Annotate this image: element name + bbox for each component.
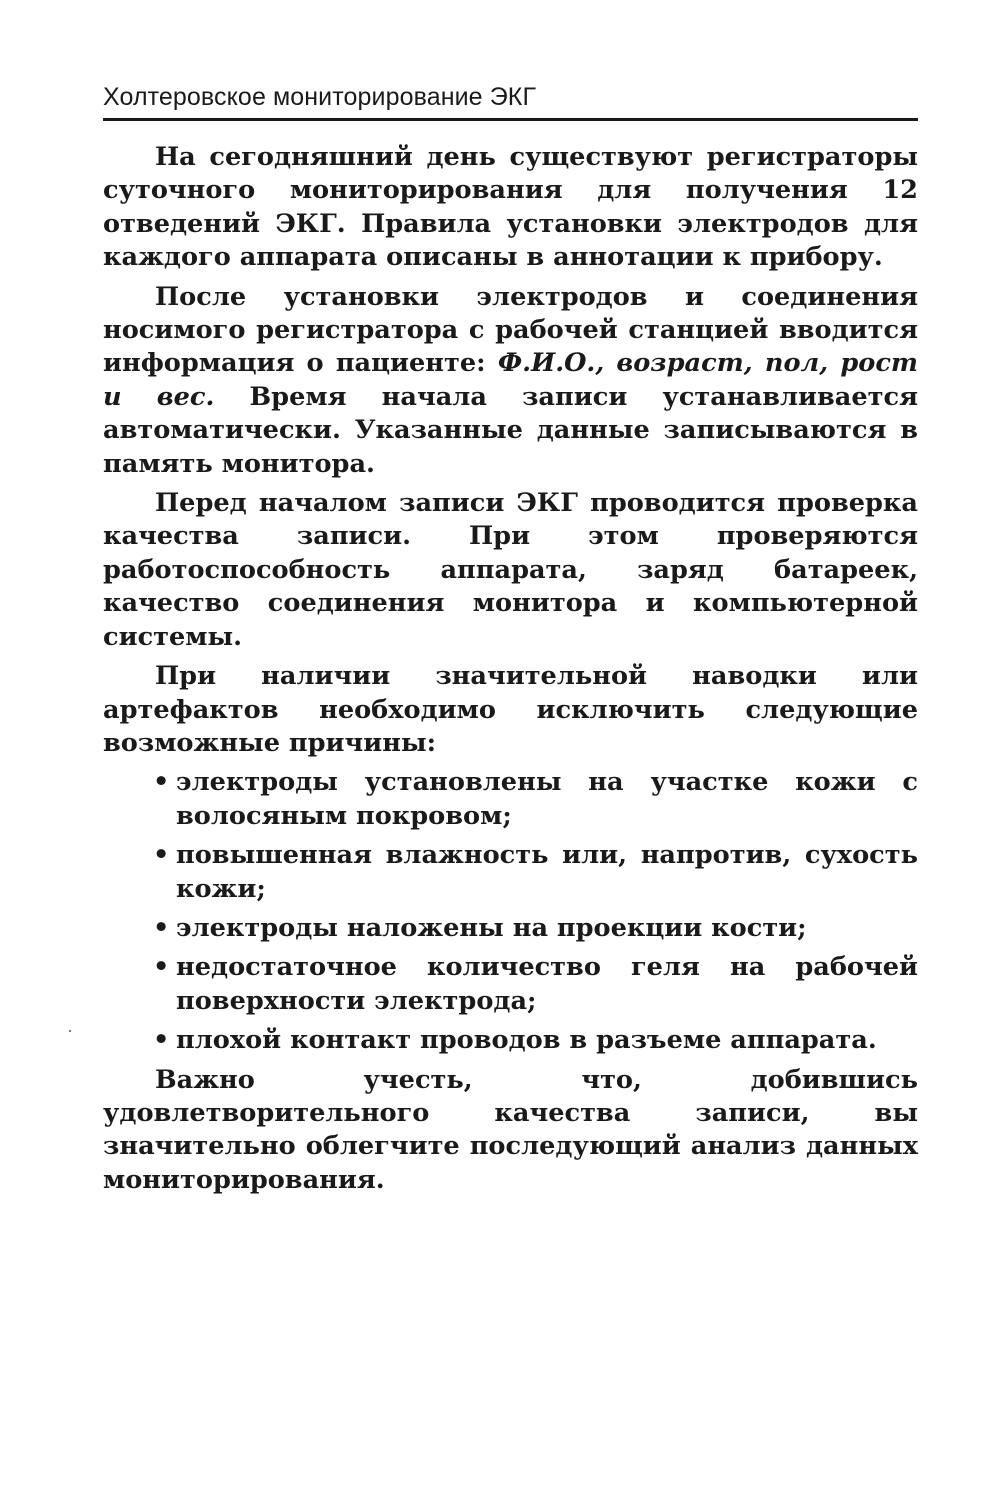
bullet-icon: •	[153, 840, 170, 871]
bullet-icon: •	[153, 767, 170, 798]
header-rule	[103, 118, 918, 121]
patient-info-lead: После установки электродов и соединения носимого регистратора с рабочей станцией вводится информация о пациенте:	[103, 281, 918, 379]
list-item	[103, 839, 918, 906]
causes-list	[103, 766, 918, 1057]
body-text	[103, 141, 918, 1203]
list-item	[103, 912, 918, 945]
patient-info-tail: Время начала записи устанавливается автоматически. Указанные данные записываются в память монитора.	[103, 381, 919, 479]
scan-speck	[69, 1030, 71, 1032]
running-header: Холтеровское мониторирование ЭКГ	[103, 83, 537, 111]
list-item	[103, 766, 918, 833]
paragraph-conclusion: Важно учесть, что, добившись удовлетворительного качества записи, вы значительно облегчите последующий анализ данных мониторирования.	[103, 1064, 918, 1195]
list-item-text: повышенная влажность или, напротив, сухость кожи;	[176, 840, 918, 904]
list-item	[103, 951, 918, 1018]
list-item-text: недостаточное количество геля на рабочей поверхности электрода;	[176, 952, 918, 1016]
list-item-text: плохой контакт проводов в разъеме аппарата.	[176, 1025, 877, 1056]
bullet-icon: •	[153, 1025, 170, 1056]
list-item	[103, 1024, 918, 1057]
bullet-icon: •	[153, 952, 170, 983]
paragraph-registrators: На сегодняшний день существуют регистраторы суточного мониторирования для получения 12 отведений ЭКГ. Правила установки электродов для каждого аппарата описаны в аннотации к прибору.	[103, 142, 918, 273]
bullet-icon: •	[153, 912, 170, 943]
paragraph-artifacts: При наличии значительной наводки или артефактов необходимо исключить следующие возможные причины:	[103, 661, 918, 758]
paragraph-quality-check: Перед началом записи ЭКГ проводится проверка качества записи. При этом проверяются работоспособность аппарата, заряд батареек, качество соединения монитора и компьютерной системы.	[103, 488, 918, 652]
patient-info-fields: Ф.И.О., возраст, пол, рост и вес.	[103, 348, 918, 412]
list-item-text: электроды установлены на участке кожи с волосяным покровом;	[176, 767, 918, 831]
list-item-text: электроды наложены на проекции кости;	[176, 912, 807, 943]
paragraph-patient-info	[103, 281, 918, 481]
